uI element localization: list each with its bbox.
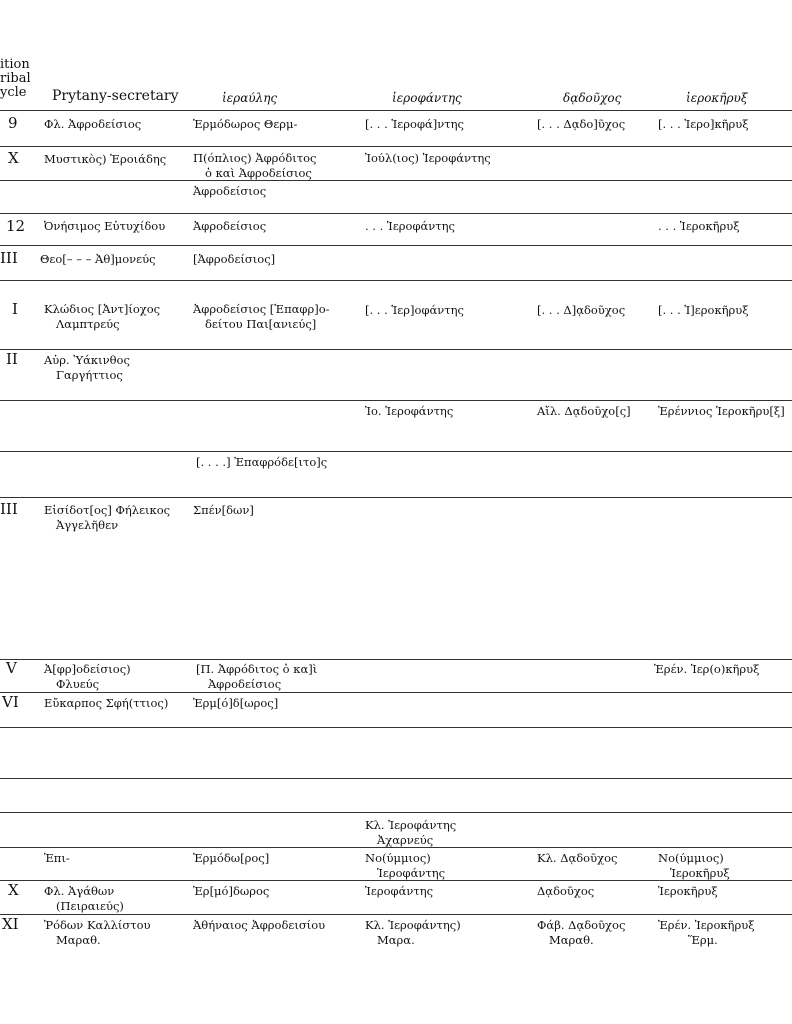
header-hierokeryx: ἱεροκῆρυξ [686, 91, 748, 105]
hieraules-name: Ἀφροδείσιος [Ἐπαφρ]ο- δείτου Παι[ανιεύς] [193, 302, 330, 331]
row-divider [0, 692, 792, 693]
secretary-name: Μυστικὸς) Ἐροιάδης [44, 152, 167, 166]
hieraules-name: Ἀφροδείσιος [193, 184, 267, 198]
hierophantes-name: Κλ. Ἱεροφάντης) Μαρα. [365, 918, 461, 947]
hierophantes-name: [. . . Ἱεροφά]ντης [365, 117, 464, 131]
header-dadouchos: δᾳδοῦχος [563, 91, 622, 105]
dadouchos-name: Φάβ. Δᾳδοῦχος Μαραθ. [537, 918, 626, 947]
row-divider [0, 110, 792, 111]
row-divider [0, 245, 792, 246]
position-number: 12 [6, 217, 26, 235]
row-divider [0, 451, 792, 452]
position-number: I [12, 300, 18, 318]
hierophantes-name: Νο(ύμμιος) Ἱεροφάντης [365, 851, 446, 880]
secretary-name: Ῥόδων Καλλίστου Μαραθ. [44, 918, 151, 947]
hierokeryx-name: . . . Ἱεροκῆρυξ [658, 219, 740, 233]
position-number: VI [2, 693, 19, 711]
hieraules-name: Π(όπλιος) Ἀφρόδιτος ὁ καὶ Ἀφροδείσιος [193, 151, 317, 180]
hieraules-name: Ἑρμόδω[ρος] [193, 851, 270, 865]
hierophantes-name: Κλ. Ἱεροφάντης Ἀχαρνεύς [365, 818, 457, 847]
row-divider [0, 778, 792, 779]
hierokeryx-name: [. . . Ἱερο]κῆρυξ [658, 117, 749, 131]
hierokeryx-name: Ἱεροκῆρυξ [658, 884, 718, 898]
hierophantes-name: [. . . Ἱερ]οφάντης [365, 303, 464, 317]
position-number: V [6, 659, 17, 677]
hieraules-name: Σπέν[δων] [193, 503, 254, 517]
position-number: III [0, 249, 18, 267]
hierokeryx-name: [. . . Ἱ]εροκῆρυξ [658, 303, 749, 317]
secretary-name: Κλώδιος [Ἀντ]ίοχος Λαμπτρεύς [44, 302, 161, 331]
position-number: II [6, 350, 18, 368]
header-position-line: ribal [0, 71, 31, 86]
hieraules-name: Ἀφροδείσιος [193, 219, 267, 233]
hieraules-name: [Π. Ἀφρόδιτος ὁ κα]ὶ Ἀφροδείσιος [196, 662, 318, 691]
row-divider [0, 180, 792, 181]
hieraules-name: [. . . .] Ἐπαφρόδε[ιτο]ς [196, 455, 328, 469]
secretary-name: Ἐπι- [44, 851, 70, 865]
row-divider [0, 213, 792, 214]
hierophantes-name: . . . Ἱεροφάντης [365, 219, 455, 233]
secretary-name: Φλ. Ἀφροδείσιος [44, 117, 142, 131]
hieraules-name: [Ἀφροδείσιος] [193, 252, 276, 266]
row-divider [0, 812, 792, 813]
position-number: X [8, 149, 19, 167]
position-number: III [0, 500, 18, 518]
header-position-line: ycle [0, 85, 27, 100]
hieraules-name: Ἀθήναιος Ἀφροδεισίου [193, 918, 326, 932]
dadouchos-name: Αἴλ. Δᾳδοῦχο[ς] [537, 404, 631, 418]
hierokeryx-name: Ἐρέν. Ἱεροκῆρυξ Ἕρμ. [658, 918, 755, 947]
row-divider [0, 914, 792, 915]
header-position-line: ition [0, 57, 30, 72]
secretary-name: Ἀ[φρ]οδείσιος) Φλυεύς [44, 662, 131, 691]
dadouchos-name: Δᾳδοῦχος [537, 884, 595, 898]
header-secretary: Prytany-secretary [52, 88, 179, 104]
dadouchos-name: Κλ. Δᾳδοῦχος [537, 851, 618, 865]
hieraules-name: Ἑρμ[ό]δ[ωρος] [193, 696, 279, 710]
row-divider [0, 497, 792, 498]
header-hierophantes: ἱεροφάντης [392, 91, 462, 105]
header-hieraules: ἱεραύλης [222, 91, 278, 105]
row-divider [0, 659, 792, 660]
hierokeryx-name: Νο(ύμμιος) Ἱεροκῆρυξ [658, 851, 730, 880]
position-number: 9 [8, 114, 18, 132]
position-number: XI [2, 915, 19, 933]
row-divider [0, 727, 792, 728]
row-divider [0, 400, 792, 401]
hieraules-name: Ἑρμόδωρος Θερμ- [193, 117, 298, 131]
secretary-name: Ὀνήσιμος Εὐτυχίδου [44, 219, 166, 233]
hierokeryx-name: Ἐρέννιος Ἱεροκῆρυ[ξ] [658, 404, 785, 418]
row-divider [0, 146, 792, 147]
secretary-name: Φλ. Ἀγάθων (Πειραιεύς) [44, 884, 124, 913]
secretary-name: Θεο[– – – Ἀθ]μονεύς [40, 252, 156, 266]
secretary-name: Εἰσίδοτ[ος] Φήλεικος Ἀγγελῆθεν [44, 503, 171, 532]
row-divider [0, 349, 792, 350]
position-number: X [8, 881, 19, 899]
secretary-name: Αὐρ. Ὑάκινθος Γαργήττιος [44, 353, 130, 382]
hierophantes-name: Ἰο. Ἱεροφάντης [365, 404, 454, 418]
secretary-name: Εὔκαρπος Σφή(ττιος) [44, 696, 169, 710]
dadouchos-name: [. . . Δᾳδο]ῦχος [537, 117, 626, 131]
row-divider [0, 280, 792, 281]
hieraules-name: Ἐρ[μό]δωρος [193, 884, 270, 898]
header-position [0, 58, 31, 100]
hierophantes-name: Ἰούλ(ιος) Ἱεροφάντης [365, 151, 491, 165]
dadouchos-name: [. . . Δ]ᾳδοῦχος [537, 303, 626, 317]
hierokeryx-name: Ἐρέν. Ἱερ(ο)κῆρυξ [654, 662, 760, 676]
hierophantes-name: Ἱεροφάντης [365, 884, 434, 898]
